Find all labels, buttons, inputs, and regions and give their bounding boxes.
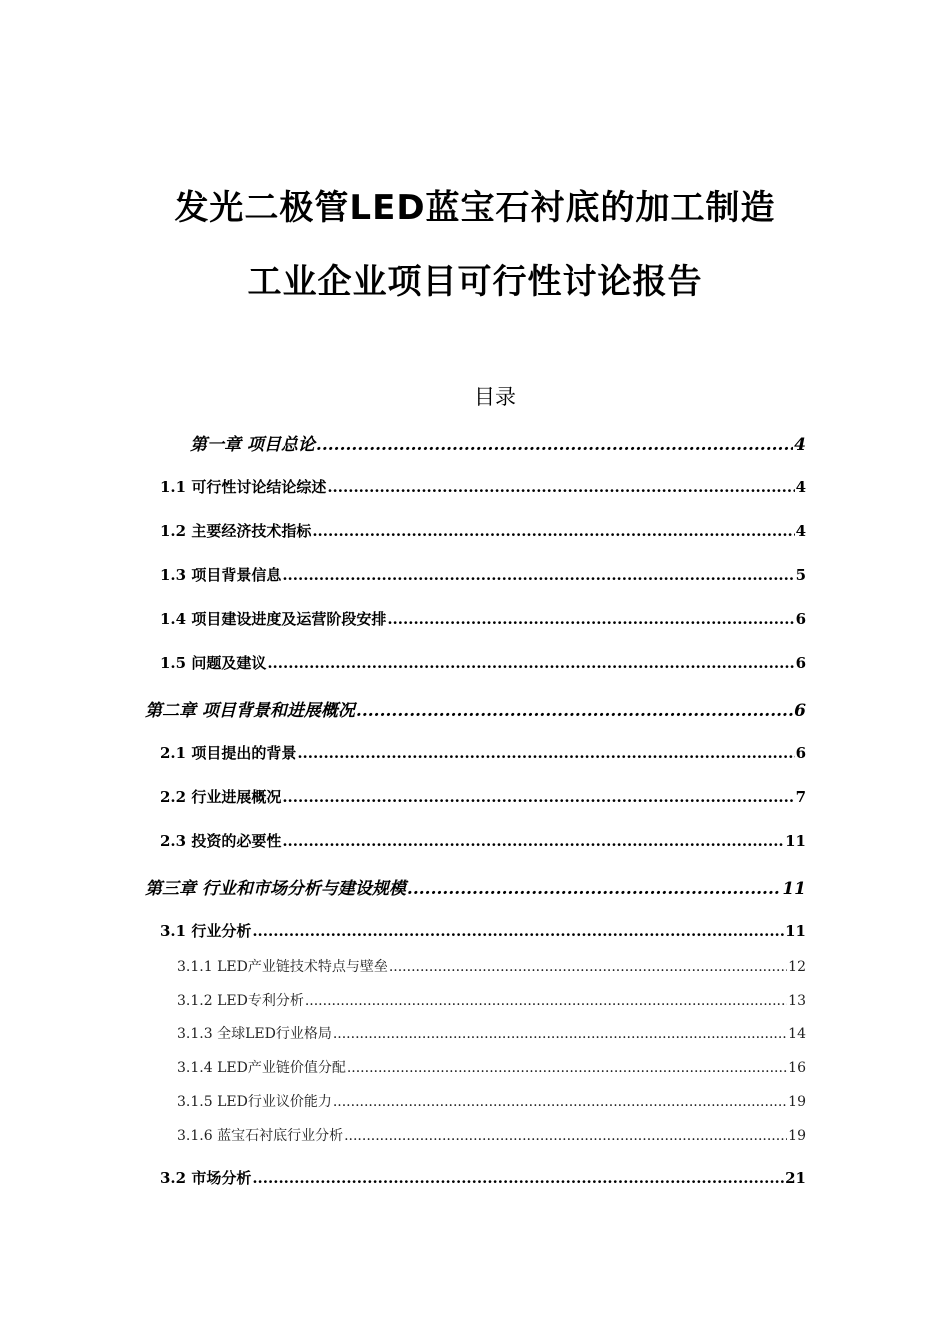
toc-leader-dots (252, 1169, 784, 1187)
toc-entry-chapter-2[interactable] (145, 696, 806, 721)
toc-entry-3-1-4[interactable] (177, 1057, 806, 1077)
toc-leader-dots (333, 1094, 787, 1110)
toc-entry-label: 1.1 可行性讨论结论综述 (160, 478, 327, 496)
toc-entry-label: 1.4 项目建设进度及运营阶段安排 (160, 610, 387, 628)
toc-leader-dots (316, 435, 793, 455)
toc-entry-chapter-1[interactable] (190, 430, 806, 455)
toc-leader-dots (252, 922, 784, 940)
toc-entry-page: 5 (795, 566, 806, 584)
toc-entry-page: 6 (794, 701, 806, 721)
toc-entry-label: 1.5 问题及建议 (160, 654, 267, 672)
toc-leader-dots (407, 879, 781, 899)
toc-entry-label: 3.1.4 LED产业链价值分配 (177, 1060, 346, 1076)
toc-entry-page: 4 (794, 435, 806, 455)
toc-entry-1-3[interactable] (160, 564, 806, 585)
toc-entry-3-1-3[interactable] (177, 1023, 806, 1043)
toc-entry-page: 16 (788, 1060, 806, 1076)
toc-entry-page: 6 (795, 654, 806, 672)
toc-entry-page: 6 (795, 610, 806, 628)
toc-leader-dots (333, 1026, 787, 1042)
document-title-line-2: 工业企业项目可行性讨论报告 (247, 262, 703, 302)
toc-entry-3-1[interactable] (160, 920, 806, 941)
toc-leader-dots (389, 959, 787, 975)
toc-entry-page: 13 (788, 993, 806, 1009)
toc-entry-3-2[interactable] (160, 1167, 806, 1188)
toc-leader-dots (282, 788, 794, 806)
toc-entry-2-2[interactable] (160, 786, 806, 807)
toc-entry-page: 12 (788, 959, 806, 975)
toc-entry-page: 11 (782, 879, 806, 899)
toc-entry-page: 11 (785, 832, 806, 850)
toc-leader-dots (327, 478, 794, 496)
toc-heading: 目录 (474, 385, 516, 409)
toc-entry-page: 4 (795, 522, 806, 540)
toc-entry-3-1-6[interactable] (177, 1125, 806, 1145)
toc-entry-label: 3.1.2 LED专利分析 (177, 993, 304, 1009)
toc-entry-1-5[interactable] (160, 652, 806, 673)
toc-entry-1-4[interactable] (160, 608, 806, 629)
toc-entry-2-3[interactable] (160, 830, 806, 851)
toc-entry-label: 3.1.3 全球LED行业格局 (177, 1026, 332, 1042)
toc-entry-label: 3.2 市场分析 (160, 1169, 252, 1187)
toc-leader-dots (267, 654, 794, 672)
toc-entry-label: 第三章 行业和市场分析与建设规模 (145, 879, 406, 899)
toc-entry-label: 3.1 行业分析 (160, 922, 252, 940)
toc-leader-dots (356, 701, 793, 721)
toc-leader-dots (305, 993, 787, 1009)
toc-entry-1-2[interactable] (160, 520, 806, 541)
toc-entry-3-1-5[interactable] (177, 1091, 806, 1111)
toc-entry-page: 11 (785, 922, 806, 940)
toc-entry-2-1[interactable] (160, 742, 806, 763)
toc-entry-page: 19 (788, 1094, 806, 1110)
toc-entry-label: 3.1.1 LED产业链技术特点与壁垒 (177, 959, 388, 975)
toc-entry-page: 14 (788, 1026, 806, 1042)
toc-entry-chapter-3[interactable] (145, 874, 806, 899)
toc-entry-page: 7 (795, 788, 806, 806)
toc-entry-1-1[interactable] (160, 476, 806, 497)
toc-entry-page: 19 (788, 1128, 806, 1144)
toc-entry-label: 2.1 项目提出的背景 (160, 744, 297, 762)
toc-leader-dots (312, 522, 794, 540)
toc-entry-label: 1.3 项目背景信息 (160, 566, 282, 584)
toc-entry-label: 2.3 投资的必要性 (160, 832, 282, 850)
toc-entry-label: 2.2 行业进展概况 (160, 788, 282, 806)
toc-leader-dots (297, 744, 794, 762)
toc-leader-dots (282, 566, 794, 584)
toc-entry-3-1-1[interactable] (177, 956, 806, 976)
toc-entry-page: 21 (785, 1169, 806, 1187)
toc-leader-dots (387, 610, 794, 628)
toc-leader-dots (347, 1060, 787, 1076)
toc-entry-3-1-2[interactable] (177, 990, 806, 1010)
toc-entry-label: 1.2 主要经济技术指标 (160, 522, 312, 540)
toc-entry-label: 第二章 项目背景和进展概况 (145, 701, 355, 721)
toc-entry-page: 4 (795, 478, 806, 496)
toc-entry-label: 3.1.6 蓝宝石衬底行业分析 (177, 1128, 344, 1144)
toc-entry-label: 第一章 项目总论 (190, 435, 315, 455)
toc-leader-dots (344, 1128, 787, 1144)
toc-entry-label: 3.1.5 LED行业议价能力 (177, 1094, 332, 1110)
toc-leader-dots (282, 832, 784, 850)
document-title-line-1: 发光二极管LED蓝宝石衬底的加工制造 (174, 188, 776, 228)
toc-entry-page: 6 (795, 744, 806, 762)
